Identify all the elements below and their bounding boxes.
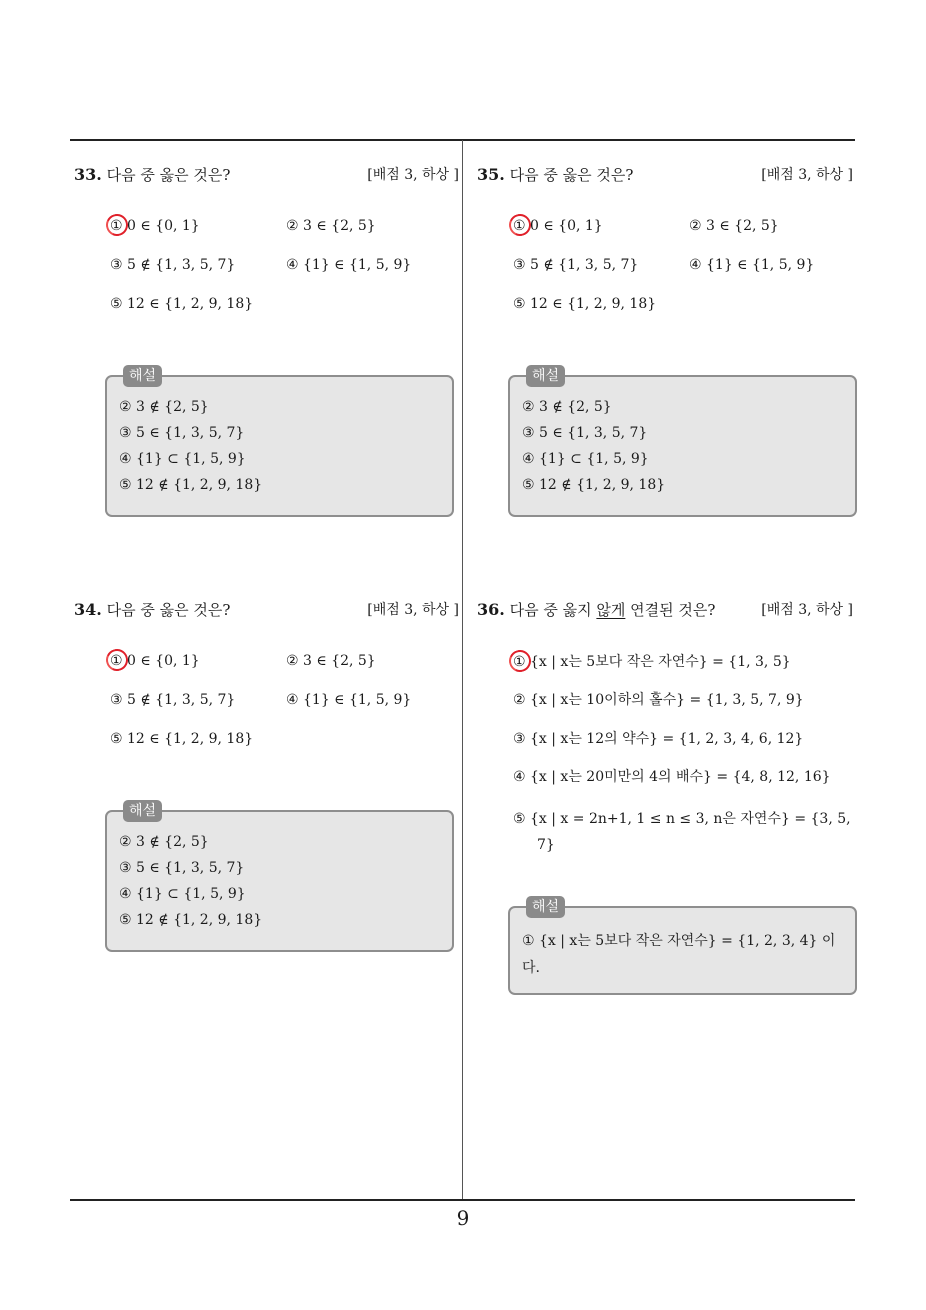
question-text-part: 다음 중 옳지 [509, 601, 597, 619]
question-text: 다음 중 옳은 것은? [106, 601, 231, 619]
choice-1[interactable]: ① 0 ∈ {0, 1} [110, 653, 200, 669]
choice-2[interactable]: ② 3 ∈ {2, 5} [689, 218, 779, 234]
solution-line: ③ 5 ∈ {1, 3, 5, 7} [119, 860, 245, 876]
choice-5[interactable]: ⑤ 12 ∈ {1, 2, 9, 18} [110, 296, 254, 312]
solution-label: 해설 [526, 896, 565, 918]
solution-label: 해설 [123, 800, 162, 822]
column-divider [462, 140, 463, 1200]
solution-box [105, 368, 454, 517]
choice-3[interactable]: ③ 5 ∉ {1, 3, 5, 7} [110, 257, 236, 273]
problem-33 [74, 164, 459, 584]
problem-34 [74, 599, 459, 1019]
problem-35 [477, 164, 853, 584]
question-header [477, 599, 853, 621]
solution-line: ② 3 ∉ {2, 5} [119, 399, 209, 415]
choice-2[interactable]: ② 3 ∈ {2, 5} [286, 653, 376, 669]
problem-36 [477, 599, 853, 1019]
choice-4[interactable]: ④ {1} ∈ {1, 5, 9} [689, 257, 815, 273]
choice-4[interactable]: ④ {x | x는 20미만의 4의 배수} = {4, 8, 12, 16} [513, 769, 831, 785]
solution-box [508, 368, 857, 517]
question-text: 다음 중 옳은 것은? [106, 166, 231, 184]
question-meta: [배점 3, 하상 ] [367, 167, 459, 183]
solution-text: ① {x | x는 5보다 작은 자연수} = {1, 2, 3, 4} 이다. [522, 933, 836, 976]
question-number: 36. [477, 600, 505, 619]
solution-line: ⑤ 12 ∉ {1, 2, 9, 18} [119, 477, 263, 493]
solution-line: ③ 5 ∈ {1, 3, 5, 7} [119, 425, 245, 441]
question-header [74, 164, 459, 186]
question-meta: [배점 3, 하상 ] [761, 602, 853, 618]
solution-box [508, 899, 857, 995]
choice-5[interactable]: ⑤ {x | x = 2n+1, 1 ≤ n ≤ 3, n은 자연수} = {3, 5, 7} [513, 811, 851, 853]
choice-1[interactable]: ① {x | x는 5보다 작은 자연수} = {1, 3, 5} [513, 654, 791, 670]
solution-label: 해설 [123, 365, 162, 387]
question-meta: [배점 3, 하상 ] [367, 602, 459, 618]
choice-3[interactable]: ③ 5 ∉ {1, 3, 5, 7} [110, 692, 236, 708]
bottom-rule [70, 1199, 855, 1201]
question-text-part: 연결된 것은? [625, 601, 716, 619]
solution-line: ⑤ 12 ∉ {1, 2, 9, 18} [119, 912, 263, 928]
question-meta: [배점 3, 하상 ] [761, 167, 853, 183]
page-number: 9 [456, 1206, 470, 1230]
solution-line: ④ {1} ⊂ {1, 5, 9} [119, 886, 246, 902]
choice-1[interactable]: ① 0 ∈ {0, 1} [110, 218, 200, 234]
solution-line: ④ {1} ⊂ {1, 5, 9} [119, 451, 246, 467]
choice-1[interactable]: ① 0 ∈ {0, 1} [513, 218, 603, 234]
solution-line: ⑤ 12 ∉ {1, 2, 9, 18} [522, 477, 666, 493]
question-header [477, 164, 853, 186]
choice-2[interactable]: ② {x | x는 10이하의 홀수} = {1, 3, 5, 7, 9} [513, 692, 804, 708]
question-number: 33. [74, 165, 102, 184]
solution-line: ④ {1} ⊂ {1, 5, 9} [522, 451, 649, 467]
solution-line: ③ 5 ∈ {1, 3, 5, 7} [522, 425, 648, 441]
choice-3[interactable]: ③ {x | x는 12의 약수} = {1, 2, 3, 4, 6, 12} [513, 731, 804, 747]
question-text: 다음 중 옳은 것은? [509, 166, 634, 184]
choice-2[interactable]: ② 3 ∈ {2, 5} [286, 218, 376, 234]
question-header [74, 599, 459, 621]
question-emphasis: 않게 [596, 601, 626, 619]
choice-3[interactable]: ③ 5 ∉ {1, 3, 5, 7} [513, 257, 639, 273]
solution-label: 해설 [526, 365, 565, 387]
choice-4[interactable]: ④ {1} ∈ {1, 5, 9} [286, 692, 412, 708]
question-number: 35. [477, 165, 505, 184]
solution-line: ② 3 ∉ {2, 5} [522, 399, 612, 415]
question-number: 34. [74, 600, 102, 619]
choice-4[interactable]: ④ {1} ∈ {1, 5, 9} [286, 257, 412, 273]
solution-line: ② 3 ∉ {2, 5} [119, 834, 209, 850]
choice-5[interactable]: ⑤ 12 ∈ {1, 2, 9, 18} [513, 296, 657, 312]
solution-box [105, 803, 454, 952]
choice-5[interactable]: ⑤ 12 ∈ {1, 2, 9, 18} [110, 731, 254, 747]
